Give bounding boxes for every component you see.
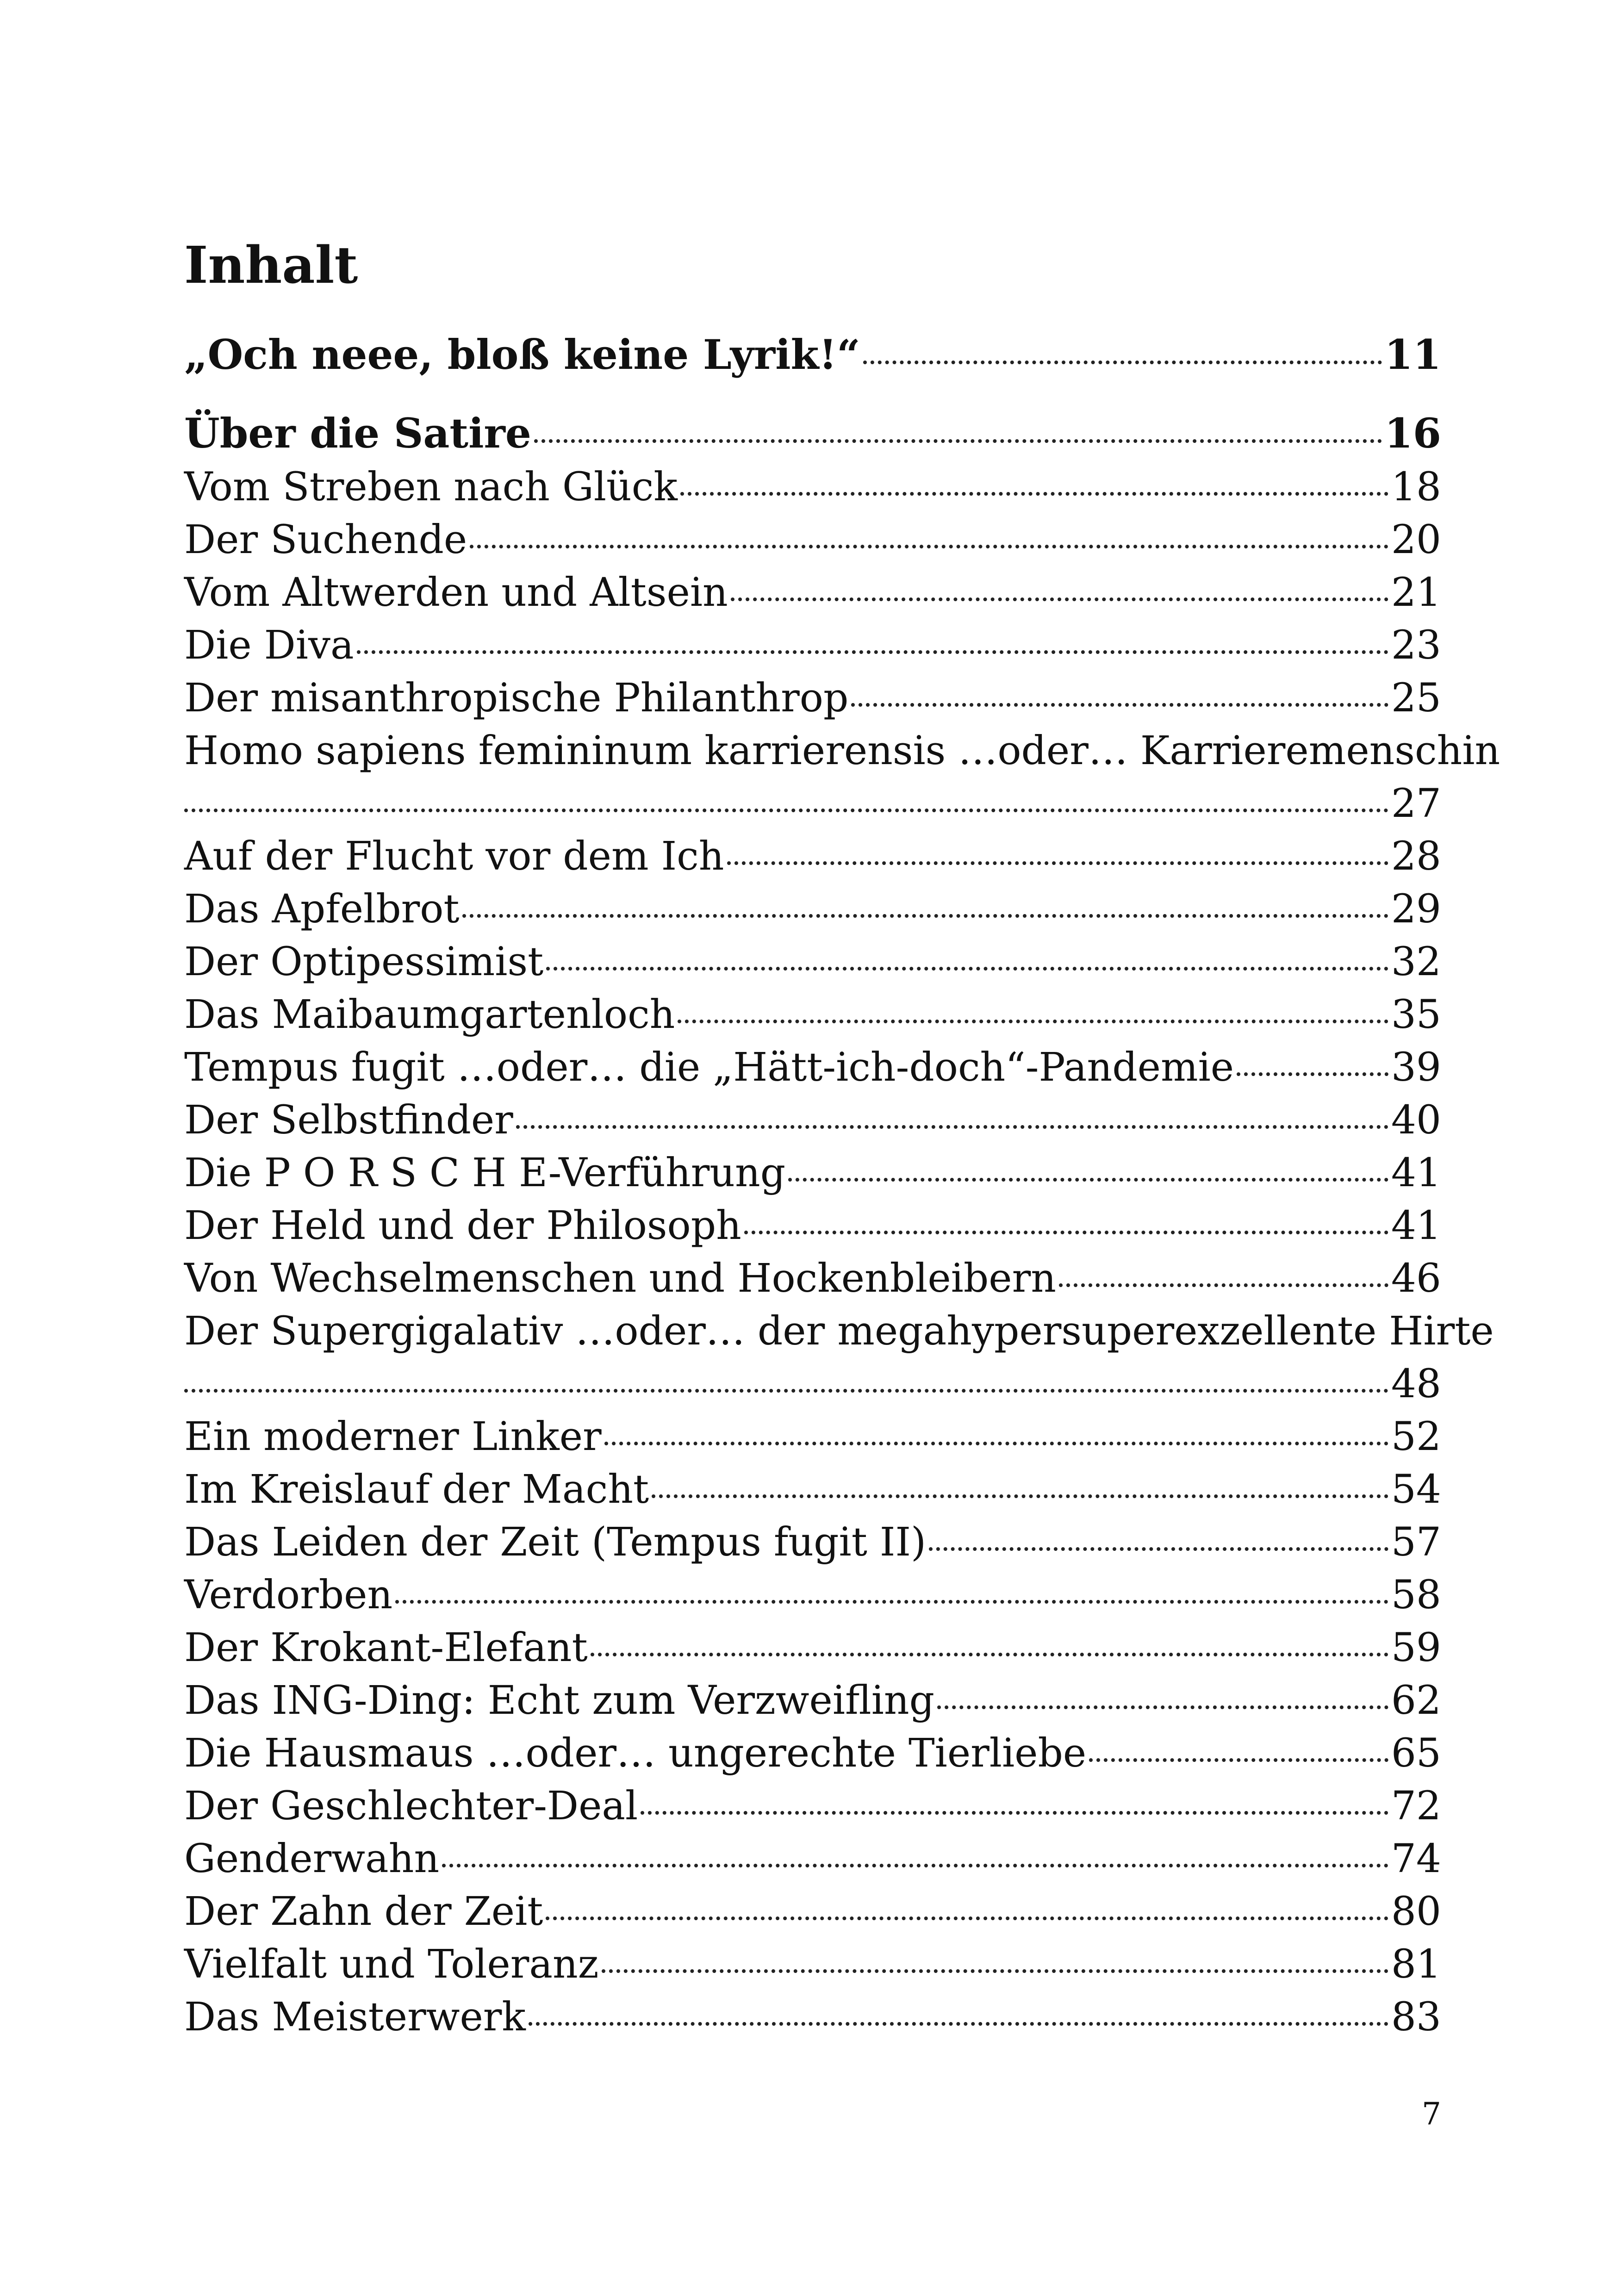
dot-leader [1059, 1283, 1388, 1287]
dot-leader [604, 1442, 1388, 1445]
toc-entry-title: Vom Altwerden und Altsein [184, 570, 728, 616]
toc-entry-page: 46 [1391, 1256, 1441, 1301]
toc-entry-page: 52 [1391, 1414, 1441, 1460]
dot-leader [937, 1705, 1388, 1709]
dot-leader [788, 1178, 1388, 1182]
toc-entry[interactable] [184, 1783, 1441, 1829]
toc-entry-page: 80 [1391, 1889, 1441, 1935]
toc-entry[interactable] [184, 1097, 1441, 1143]
page-number: 7 [1422, 2096, 1441, 2132]
dot-leader [546, 1916, 1388, 1920]
toc-entry-page: 83 [1391, 1994, 1441, 2040]
toc-entry-page: 35 [1391, 992, 1441, 1038]
toc-entry-page: 81 [1391, 1941, 1441, 1987]
toc-entry-title: Das Maibaumgartenloch [184, 992, 675, 1038]
toc-entry-title: Genderwahn [184, 1836, 440, 1882]
toc-entry-page: 20 [1391, 517, 1441, 563]
dot-leader [546, 967, 1388, 971]
toc-entry-page: 11 [1384, 330, 1441, 379]
dot-leader [602, 1969, 1388, 1973]
toc-entry[interactable] [184, 1625, 1441, 1671]
toc-entry-page: 23 [1391, 622, 1441, 668]
toc-entry-title: Homo sapiens femininum karrierensis …oder… Karrieremenschin [184, 728, 1500, 774]
toc-entry-title: Über die Satire [184, 409, 531, 457]
toc-entry-title: Die P O R S C H E-Verführung [184, 1150, 786, 1196]
dot-leader [442, 1864, 1388, 1867]
toc-entry-title: Vom Streben nach Glück [184, 464, 678, 510]
toc-entry-wrapped-leader[interactable] [184, 1361, 1441, 1407]
toc-entry[interactable] [184, 1203, 1441, 1249]
toc-entry-title: Vielfalt und Toleranz [184, 1941, 599, 1987]
toc-entry-page: 29 [1391, 886, 1441, 932]
toc-entry[interactable] [184, 1994, 1441, 2040]
toc-entry-title: Der Supergigalativ …oder… der megahypersuperexzellente Hirte [184, 1308, 1494, 1354]
toc-entry[interactable] [184, 992, 1441, 1038]
dot-leader [529, 2022, 1388, 2026]
toc-entry-page: 21 [1391, 570, 1441, 616]
toc-entry-title: Das Meisterwerk [184, 1994, 526, 2040]
toc-entry-title: Das Apfelbrot [184, 886, 460, 932]
dot-leader [470, 545, 1388, 548]
toc-entry-title: Das Leiden der Zeit (Tempus fugit II) [184, 1519, 927, 1565]
dot-leader [929, 1547, 1388, 1551]
toc-entry-title: Der Selbstfinder [184, 1097, 513, 1143]
toc-entry-page: 39 [1391, 1045, 1441, 1090]
dot-leader [395, 1600, 1388, 1604]
dot-leader [652, 1494, 1388, 1498]
toc-entry-title: Der Held und der Philosoph [184, 1203, 741, 1249]
dot-leader [680, 492, 1388, 496]
toc-entry-page: 48 [1391, 1361, 1441, 1407]
dot-leader [1237, 1072, 1388, 1076]
toc-entry-title: Der Optipessimist [184, 939, 544, 985]
toc-entry[interactable] [184, 1941, 1441, 1987]
toc-entry-title: Ein moderner Linker [184, 1414, 602, 1460]
toc-entry[interactable] [184, 570, 1441, 616]
toc-entry-page: 72 [1391, 1783, 1441, 1829]
toc-entry-page: 28 [1391, 834, 1441, 879]
toc-entry-page: 41 [1391, 1203, 1441, 1249]
toc-entry[interactable] [184, 1889, 1441, 1935]
toc-entry[interactable] [184, 1150, 1441, 1196]
page-title: Inhalt [184, 235, 358, 295]
toc-entry-ueber-die-satire[interactable] [184, 409, 1441, 457]
toc-entry[interactable] [184, 1256, 1441, 1301]
toc-entry[interactable] [184, 675, 1441, 721]
dot-leader [591, 1653, 1388, 1656]
toc-entry-title: Der Suchende [184, 517, 467, 563]
dot-leader [641, 1811, 1388, 1815]
toc-entry[interactable] [184, 1730, 1441, 1776]
toc-entry[interactable] [184, 1678, 1441, 1724]
toc-entry[interactable] [184, 886, 1441, 932]
toc-entry-page: 18 [1391, 464, 1441, 510]
toc-entry-title: Der Krokant-Elefant [184, 1625, 588, 1671]
toc-entry[interactable] [184, 834, 1441, 879]
toc-entry-page: 62 [1391, 1678, 1441, 1724]
toc-entry-page: 58 [1391, 1572, 1441, 1618]
toc-entry-title: Der misanthropische Philanthrop [184, 675, 849, 721]
dot-leader [1089, 1758, 1388, 1762]
dot-leader [678, 1020, 1388, 1023]
toc-entry-page: 32 [1391, 939, 1441, 985]
toc-entry[interactable] [184, 517, 1441, 563]
toc-entry[interactable] [184, 622, 1441, 668]
toc-entry-page: 65 [1391, 1730, 1441, 1776]
toc-entry[interactable] [184, 1045, 1441, 1090]
toc-entry-title: Im Kreislauf der Macht [184, 1467, 649, 1512]
toc-entry-page: 40 [1391, 1097, 1441, 1143]
toc-entry-wrapped-title[interactable] [184, 1308, 1494, 1354]
toc-entry[interactable] [184, 1519, 1441, 1565]
dot-leader [184, 1389, 1388, 1393]
toc-entry-och-neee[interactable] [184, 330, 1441, 379]
dot-leader [744, 1231, 1388, 1234]
toc-entry-title: Verdorben [184, 1572, 393, 1618]
toc-entry-title: Die Diva [184, 622, 354, 668]
toc-entry-title: Von Wechselmenschen und Hockenbleibern [184, 1256, 1056, 1301]
toc-entry-page: 41 [1391, 1150, 1441, 1196]
dot-leader [462, 914, 1388, 918]
toc-entry-page: 16 [1384, 409, 1441, 457]
toc-entry[interactable] [184, 939, 1441, 985]
dot-leader [731, 597, 1388, 601]
toc-entry-title: Der Geschlechter-Deal [184, 1783, 638, 1829]
toc-entry-title: Das ING-Ding: Echt zum Verzweifling [184, 1678, 935, 1724]
dot-leader [516, 1125, 1388, 1129]
toc-entry-wrapped-title[interactable] [184, 728, 1500, 774]
dot-leader [184, 809, 1388, 812]
toc-entry-page: 25 [1391, 675, 1441, 721]
toc-entry[interactable] [184, 1414, 1441, 1460]
toc-entry[interactable] [184, 1572, 1441, 1618]
toc-entry-title: Der Zahn der Zeit [184, 1889, 543, 1935]
toc-entry-page: 54 [1391, 1467, 1441, 1512]
toc-entry-title: „Och neee, bloß keine Lyrik!“ [184, 330, 860, 379]
toc-entry-page: 27 [1391, 781, 1441, 827]
dot-leader [727, 861, 1388, 865]
dot-leader [534, 439, 1382, 443]
dot-leader [863, 361, 1382, 364]
toc-entry-page: 57 [1391, 1519, 1441, 1565]
toc-entry-wrapped-leader[interactable] [184, 781, 1441, 827]
toc-entry-page: 59 [1391, 1625, 1441, 1671]
toc-entry[interactable] [184, 1467, 1441, 1512]
toc-entry-title: Tempus fugit …oder… die „Hätt-ich-doch“-Pandemie [184, 1045, 1234, 1090]
toc-entry[interactable] [184, 464, 1441, 510]
toc-entry[interactable] [184, 1836, 1441, 1882]
toc-entry-page: 74 [1391, 1836, 1441, 1882]
dot-leader [357, 650, 1388, 654]
toc-entry-title: Die Hausmaus …oder… ungerechte Tierliebe [184, 1730, 1087, 1776]
dot-leader [851, 703, 1388, 707]
toc-entry-title: Auf der Flucht vor dem Ich [184, 834, 724, 879]
